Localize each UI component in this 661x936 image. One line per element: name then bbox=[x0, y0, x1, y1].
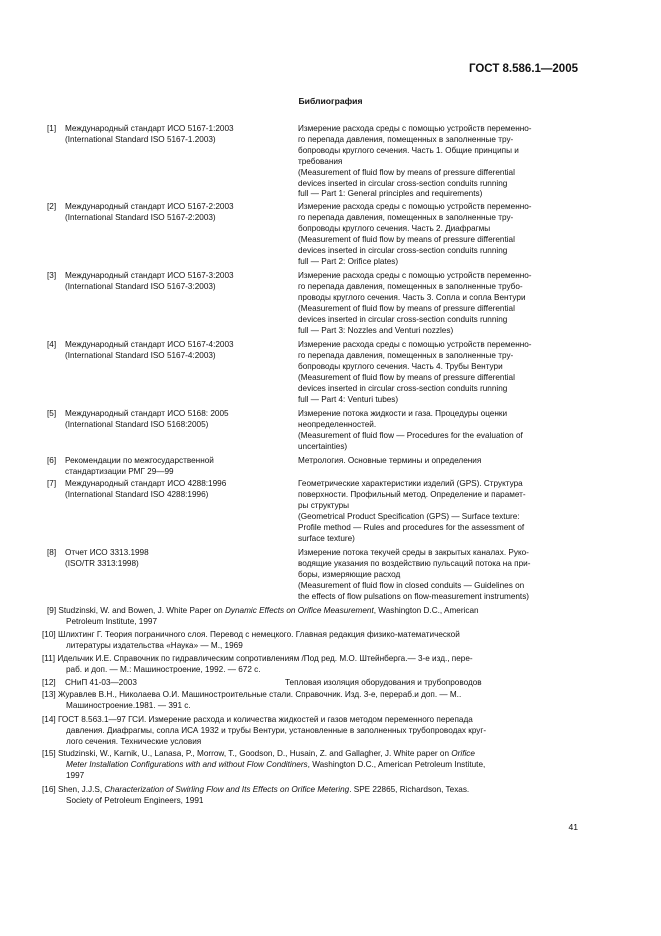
entry-number: [12] bbox=[42, 678, 56, 687]
entry-number: [13] bbox=[42, 690, 56, 699]
entry-source: Международный стандарт ИСО 4288:1996 (International Standard ISO 4288:1996) bbox=[65, 479, 227, 499]
entry-number: [2] bbox=[47, 202, 57, 211]
bibliography-title: Библиография bbox=[298, 96, 363, 106]
entry-number: [4] bbox=[47, 340, 57, 349]
entry-source: Международный стандарт ИСО 5167-4:2003 (International Standard ISO 5167-4:2003) bbox=[65, 340, 234, 360]
entry-source: Международный стандарт ИСО 5168: 2005 (International Standard ISO 5168:2005) bbox=[65, 409, 229, 429]
entry-number: [15] bbox=[42, 749, 56, 758]
entry-number: [3] bbox=[47, 271, 57, 280]
entry-number: [10] bbox=[42, 630, 56, 639]
entry-title-continued: Meter Installation Configurations with and without Flow Conditiners bbox=[66, 759, 308, 769]
entry-number: [5] bbox=[47, 409, 57, 418]
entry-source: Международный стандарт ИСО 5167-3:2003 (International Standard ISO 5167-3:2003) bbox=[65, 271, 234, 291]
entry-number: [16] bbox=[42, 785, 56, 794]
entry-number: [11] bbox=[42, 654, 56, 663]
entry-number: [14] bbox=[42, 715, 56, 724]
entry-title: Orifice bbox=[451, 749, 475, 758]
entry-description: Измерение расхода среды с помощью устройств переменно- го перепада давления, помещенных в заполненные тру- бопроводы круглого сечения. Часть 4. Трубы Вентури (Measurement of fluid flow by means of pressure differential devices inserted in circular cross-section conduits running full — Part 4: Venturi tubes) bbox=[298, 340, 532, 404]
entry-title: Dynamic Effects on Orifice Measurement bbox=[224, 606, 374, 615]
entry-number: [6] bbox=[47, 456, 57, 465]
entry-number: [1] bbox=[47, 124, 57, 133]
entry-description: Тепловая изоляция оборудования и трубопроводов bbox=[285, 678, 482, 687]
entry-title: Characterization of Swirling Flow and Its Effects on Orifice Metering bbox=[104, 785, 350, 794]
document-code-header: ГОСТ 8.586.1—2005 bbox=[468, 63, 578, 75]
entry-description: Измерение потока жидкости и газа. Процедуры оценки неопределенностей. (Measurement of fluid flow — Procedures for the evaluation of uncertainties) bbox=[298, 409, 523, 451]
entry-number: [7] bbox=[47, 479, 57, 488]
entry-description: Метрология. Основные термины и определения bbox=[298, 456, 482, 465]
entry-description: Измерение расхода среды с помощью устройств переменно- го перепада давления, помещенных в заполненные тру- бопроводы круглого сечения. Часть 1. Общие принципы и требования (Measurement of fluid flow by means of pressure differential devices inserted in circular cross-section conduits running full — Part 1: General principles and requirements) bbox=[298, 124, 532, 199]
entry-description: Измерение расхода среды с помощью устройств переменно- го перепада давления, помещенных в заполненные трубо- проводы круглого сечения. Часть 3. Сопла и сопла Вентури (Measurement of fluid flow by means of pressure differential devices inserted in circular cross-section conduits running full — Part 3: Nozzles and Venturi nozzles) bbox=[298, 271, 532, 335]
entry-source: Международный стандарт ИСО 5167-2:2003 (International Standard ISO 5167-2:2003) bbox=[65, 202, 234, 222]
entry-number: [9] bbox=[47, 606, 57, 615]
entry-source: Международный стандарт ИСО 5167-1:2003 (International Standard ISO 5167-1.2003) bbox=[65, 124, 234, 144]
entry-description: Измерение расхода среды с помощью устройств переменно- го перепада давления, помещенных в заполненные тру- бопроводы круглого сечения. Часть 2. Диафрагмы (Measurement of fluid flow by means of pressure differential devices inserted in circular cross-section conduits running full — Part 2: Orifice plates) bbox=[298, 202, 532, 266]
entry-description: Измерение потока текучей среды в закрытых каналах. Руко- водящие указания по воздействию пульсаций потока на при- боры, измеряющие расход (Measurement of fluid flow in closed conduits — Guidelines on the effects of flow pulsations on flow-measurement instruments) bbox=[298, 548, 531, 601]
entry-source: Рекомендации по межгосударственной стандартизации РМГ 29—99 bbox=[65, 456, 214, 476]
entry-source: СНиП 41-03—2003 bbox=[65, 678, 137, 687]
entry-description: Геометрические характеристики изделий (GPS). Структура поверхности. Профильный метод. Определение и парамет- ры структуры (Geometrical Product Specification (GPS) — Surface texture: Profile method — Rules and procedures for the assessment of surface texture) bbox=[298, 479, 526, 543]
page-number: 41 bbox=[568, 822, 578, 832]
entry-source: Отчет ИСО 3313.1998 (ISO/TR 3313:1998) bbox=[65, 548, 149, 568]
entry-number: [8] bbox=[47, 548, 57, 557]
